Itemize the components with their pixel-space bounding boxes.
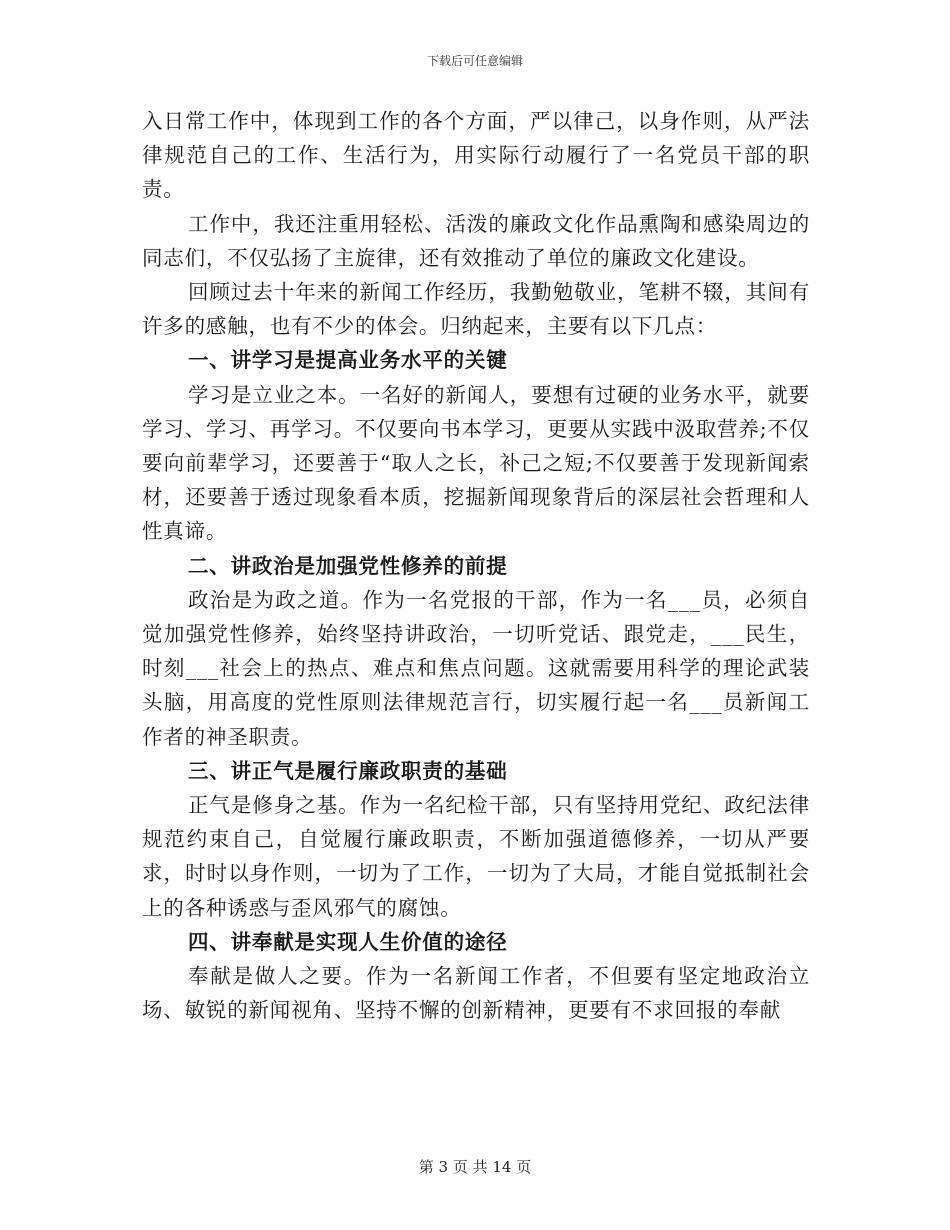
section-heading-4: 四、讲奉献是实现人生价值的途径 [188, 929, 508, 954]
paragraph-2: 工作中，我还注重用轻松、活泼的廉政文化作品熏陶和感染周边的同志们，不仅弘扬了主旋律，还有效推动了单位的廉政文化建设。 [142, 211, 810, 270]
paragraph-4: 学习是立业之本。一名好的新闻人，要想有过硬的业务水平，就要学习、学习、再学习。不仅要向书本学习，更要从实践中汲取营养;不仅要向前辈学习，还要善于“取人之长，补己之短;不仅要善于发现新闻索材，还要善于透过现象看本质，挖掘新闻现象背后的深层社会哲理和人性真谛。 [142, 382, 811, 544]
page-number: 第 3 页 共 14 页 [418, 1158, 532, 1176]
paragraph-5: 政治是为政之道。作为一名党报的干部，作为一名___员，必须自觉加强党性修养，始终坚持讲政治，一切听党话、跟党走，___民生，时刻___社会上的热点、难点和焦点问题。这就需要用科学的理论武装头脑，用高度的党性原则法律规范言行，切实履行起一名___员新闻工作者的神圣职责。 [142, 587, 810, 749]
header-note: 下载后可任意编辑 [426, 54, 523, 68]
paragraph-1: 入日常工作中，体现到工作的各个方面，严以律己，以身作则，从严法律规范自己的工作、生活行为，用实际行动履行了一名党员干部的职责。 [142, 109, 810, 202]
paragraph-7: 奉献是做人之要。作为一名新闻工作者，不但要有坚定地政治立场、敏锐的新闻视角、坚持不懈的创新精神，更要有不求回报的奉献 [142, 964, 810, 1023]
section-heading-1: 一、讲学习是提高业务水平的关键 [188, 348, 508, 373]
section-heading-3: 三、讲正气是履行廉政职责的基础 [188, 758, 508, 783]
document-body [142, 104, 810, 1027]
section-heading-2: 二、讲政治是加强党性修养的前提 [188, 553, 508, 578]
paragraph-6: 正气是修身之基。作为一名纪检干部，只有坚持用党纪、政纪法律规范约束自己，自觉履行廉政职责，不断加强道德修养，一切从严要求，时时以身作则，一切为了工作，一切为了大局，才能自觉抵制社会上的各种诱惑与歪风邪气的腐蚀。 [142, 793, 810, 920]
paragraph-3: 回顾过去十年来的新闻工作经历，我勤勉敬业，笔耕不辍，其间有许多的感触，也有不少的体会。归纳起来，主要有以下几点： [142, 280, 810, 339]
